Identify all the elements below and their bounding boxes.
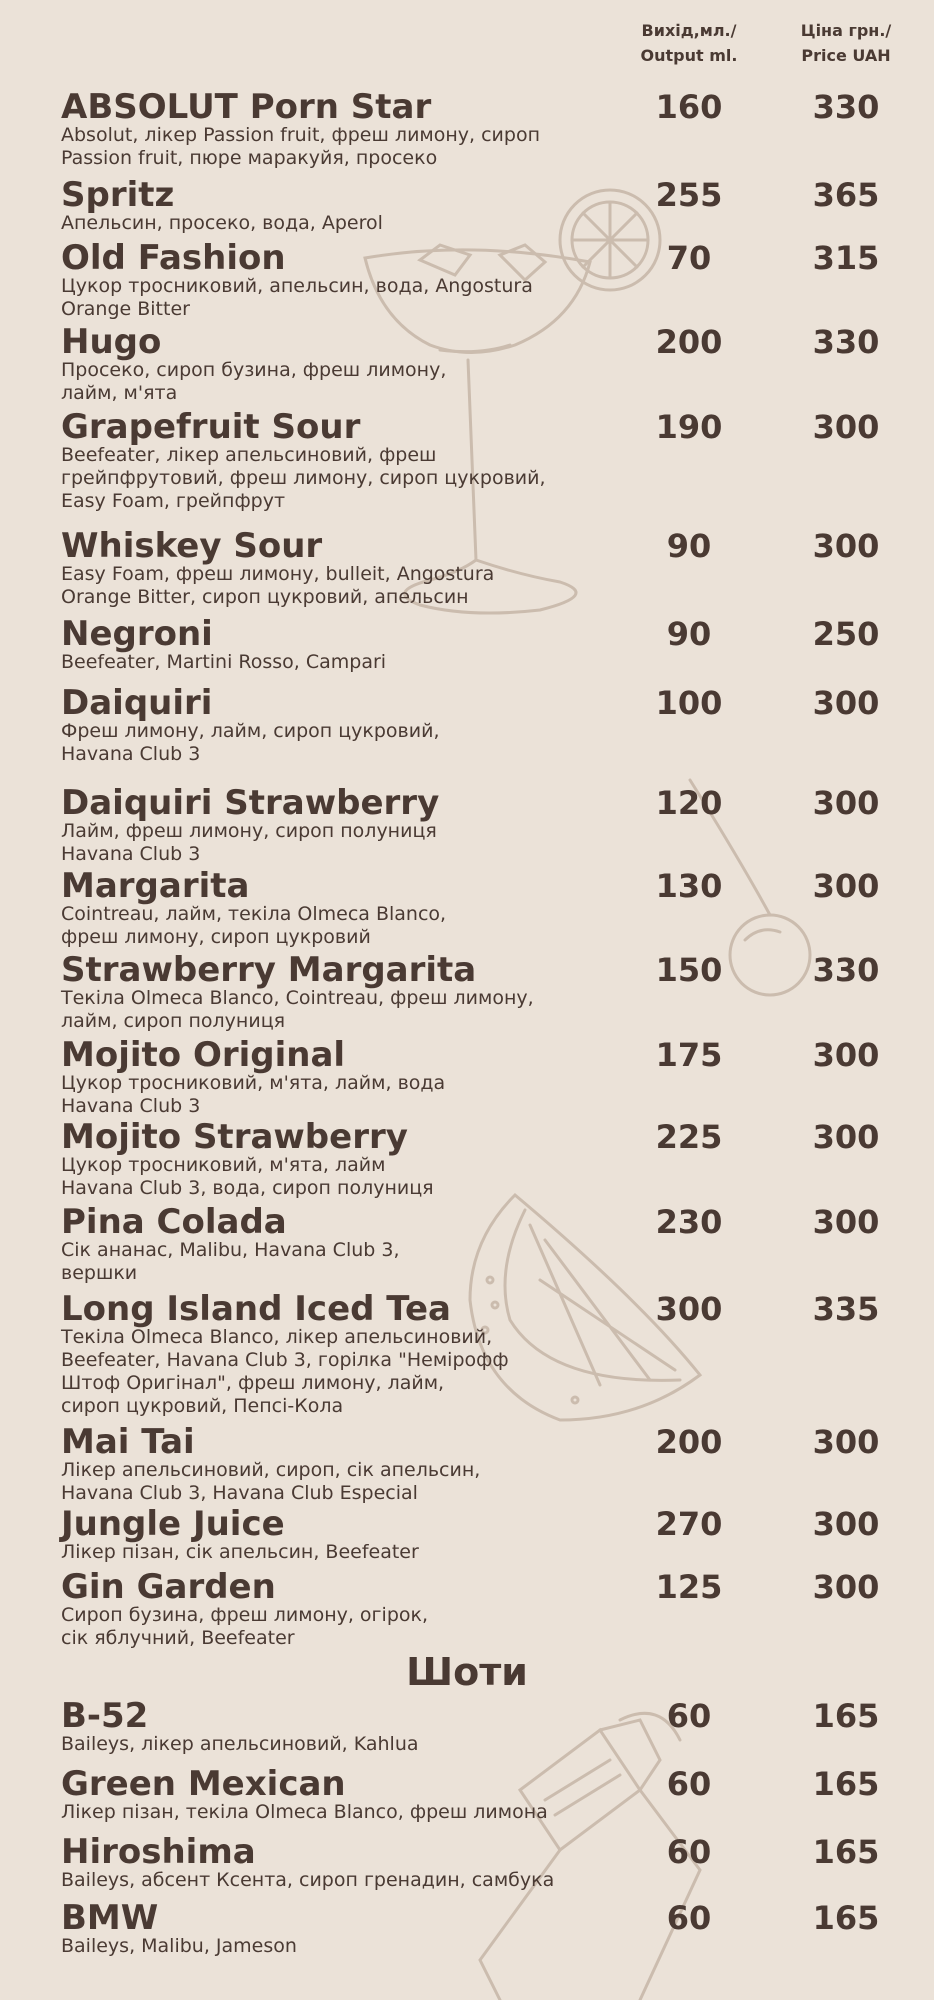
item-price: 365 [812,176,880,214]
item-description: Лікер апельсиновий, сироп, сік апельсин, Havana Club 3, Havana Club Especial [61,1459,481,1504]
item-name: B-52 [61,1696,149,1736]
item-volume: 60 [666,1765,712,1803]
item-name: Daiquiri Strawberry [61,783,440,823]
item-name: Jungle Juice [61,1504,285,1544]
item-volume: 70 [666,239,712,277]
item-description: Baileys, лікер апельсиновий, Kahlua [61,1733,419,1755]
item-volume: 230 [655,1203,723,1241]
item-description: Лікер пізан, сік апельсин, Beefeater [61,1541,419,1563]
item-description: Просеко, сироп бузина, фреш лимону, лайм, м'ята [61,359,447,404]
item-price: 300 [812,1505,880,1543]
item-description: Beefeater, лікер апельсиновий, фреш грейпфрутовий, фреш лимону, сироп цукровий, Easy Foam, грейпфрут [61,444,546,512]
item-name: Gin Garden [61,1567,276,1607]
item-volume: 100 [655,684,723,722]
item-volume: 60 [666,1833,712,1871]
item-volume: 160 [655,88,723,126]
item-price: 300 [812,1423,880,1461]
output-header-line-1: Вихід,мл./ [641,21,737,40]
item-name: Green Mexican [61,1764,346,1804]
item-volume: 300 [655,1290,723,1328]
item-name: Grapefruit Sour [61,407,361,447]
item-name: Daiquiri [61,683,213,723]
item-name: Mojito Strawberry [61,1117,408,1157]
item-volume: 120 [655,784,723,822]
item-volume: 60 [666,1899,712,1937]
item-price: 330 [812,951,880,989]
item-volume: 130 [655,867,723,905]
item-volume: 270 [655,1505,723,1543]
item-description: Апельсин, просеко, вода, Aperol [61,212,383,234]
item-volume: 190 [655,408,723,446]
item-volume: 225 [655,1118,723,1156]
item-name: Hiroshima [61,1832,256,1872]
item-name: Mojito Original [61,1035,346,1075]
item-description: Baileys, абсент Ксента, сироп гренадин, самбука [61,1869,555,1891]
item-name: Margarita [61,866,250,906]
item-name: BMW [61,1898,159,1938]
item-price: 250 [812,615,880,653]
price-header-line-1: Ціна грн./ [800,21,892,40]
item-name: Long Island Iced Tea [61,1289,451,1329]
item-price: 300 [812,1036,880,1074]
item-volume: 90 [666,615,712,653]
item-volume: 200 [655,323,723,361]
item-description: Absolut, лікер Passion fruit, фреш лимону, сироп Passion fruit, пюре маракуйя, просеко [61,124,541,169]
item-description: Beefeater, Martini Rosso, Campari [61,651,387,673]
item-volume: 125 [655,1568,723,1606]
item-name: ABSOLUT Porn Star [61,87,432,127]
item-volume: 60 [666,1697,712,1735]
item-price: 300 [812,684,880,722]
item-price: 330 [812,323,880,361]
item-volume: 90 [666,527,712,565]
item-price: 300 [812,408,880,446]
item-price: 315 [812,239,880,277]
item-price: 300 [812,1203,880,1241]
price-header-line-2: Price UAH [801,46,891,65]
item-name: Strawberry Margarita [61,950,477,990]
item-price: 165 [812,1899,880,1937]
item-volume: 255 [655,176,723,214]
item-name: Negroni [61,614,213,654]
item-description: Сік ананас, Malibu, Havana Club 3, вершки [61,1239,400,1284]
item-name: Spritz [61,175,175,215]
item-description: Лайм, фреш лимону, сироп полуниця Havana Club 3 [61,820,437,865]
item-price: 335 [812,1290,880,1328]
item-price: 300 [812,1568,880,1606]
output-column-header [629,18,749,68]
item-description: Лікер пізан, текіла Olmeca Blanco, фреш лимона [61,1801,548,1823]
item-name: Hugo [61,322,162,362]
item-price: 300 [812,527,880,565]
item-volume: 150 [655,951,723,989]
item-description: Baileys, Malibu, Jameson [61,1935,297,1957]
item-description: Цукор тросниковий, апельсин, вода, Angostura Orange Bitter [61,275,533,320]
item-price: 165 [812,1833,880,1871]
price-column-header [779,18,913,68]
item-description: Текіла Olmeca Blanco, Cointreau, фреш лимону, лайм, сироп полуниця [61,987,534,1032]
shots-section-title: Шоти [406,1650,528,1694]
item-price: 330 [812,88,880,126]
item-price: 165 [812,1697,880,1735]
item-price: 300 [812,1118,880,1156]
item-description: Фреш лимону, лайм, сироп цукровий, Havana Club 3 [61,720,440,765]
item-description: Цукор тросниковий, м'ята, лайм Havana Club 3, вода, сироп полуниця [61,1154,434,1199]
item-price: 300 [812,867,880,905]
item-name: Whiskey Sour [61,526,323,566]
item-name: Mai Tai [61,1422,195,1462]
item-price: 300 [812,784,880,822]
item-volume: 175 [655,1036,723,1074]
item-description: Easy Foam, фреш лимону, bulleit, Angostura Orange Bitter, сироп цукровий, апельсин [61,563,495,608]
item-price: 165 [812,1765,880,1803]
item-description: Сироп бузина, фреш лимону, огірок, сік яблучний, Beefeater [61,1604,429,1649]
item-description: Cointreau, лайм, текіла Olmeca Blanco, фреш лимону, сироп цукровий [61,903,447,948]
item-name: Old Fashion [61,238,286,278]
item-name: Pina Colada [61,1202,287,1242]
item-volume: 200 [655,1423,723,1461]
item-description: Цукор тросниковий, м'ята, лайм, вода Havana Club 3 [61,1072,446,1117]
item-description: Текіла Olmeca Blanco, лікер апельсиновий, Beefeater, Havana Club 3, горілка "Немірофф Штоф Оригінал", фреш лимону, лайм, сироп цукровий, Пепсі-Кола [61,1326,509,1417]
output-header-line-2: Output ml. [640,46,738,65]
